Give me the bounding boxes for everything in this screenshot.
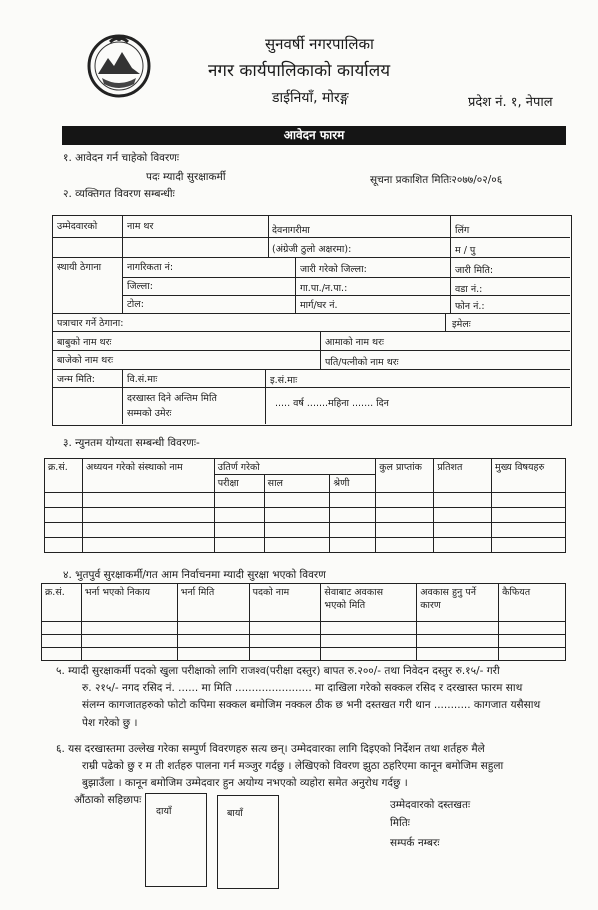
service-header-remarks: कैफियत (499, 584, 566, 622)
post-name: पदः म्यादी सुरक्षाकर्मी (146, 171, 226, 183)
table-row (42, 635, 566, 648)
section6-line2: राम्री पढेको छु र म ती शर्तहरु पालना गर्न मञ्जुर गर्दछु । लेखिएको विवरण झुठा ठहरिएमा कानून बमोजिम सहुला (82, 760, 504, 772)
office-name: नगर कार्यपालिकाको कार्यालय (208, 61, 391, 81)
table-row (45, 523, 566, 538)
date-label: मितिः (390, 817, 410, 829)
qual-subheader-year: साल (264, 475, 330, 493)
section5-line1: ५. म्यादी सुरक्षाकर्मी पदको खुला परीक्षाको लागि राजश्व(परीक्षा दस्तुर) बापत रु.२००/- तथा निवेदन दस्तुर रु.१५/- गरी (56, 665, 500, 677)
section5-line3: संलग्न कागजातहरुको फोटो कपिमा सक्कल बमोजिम नक्कल ठीक छ भनी दस्तखत गरी थान ........... कागजात यसैसाथ (82, 699, 541, 711)
right-thumb-box (145, 793, 207, 887)
candidate-label: उम्मेदवारको (57, 221, 98, 232)
qual-header-subjects: मुख्य विषयहरु (492, 459, 566, 493)
devanagari-label: देवनागरीमा (272, 225, 310, 236)
section3-label: ३. न्युनतम योग्यता सम्बन्धी विवरणः- (63, 437, 200, 449)
vdc-label: गा.पा./न.पा.: (300, 283, 348, 294)
section5-line4: पेश गरेको छु । (82, 717, 138, 729)
issued-date-label: जारी मिति: (455, 265, 494, 276)
contact-label: सम्पर्क नम्बरः (390, 837, 440, 849)
ward-label: वडा नं.: (455, 284, 483, 295)
form-title-bar (62, 126, 566, 145)
gender-label: लिंग (455, 225, 470, 236)
service-header-join-date: भर्ना मिति (177, 584, 249, 622)
service-header-reason: अवकास हुनु पर्ने कारण (417, 584, 499, 622)
table-row (45, 493, 566, 508)
qual-header-total: कुल प्राप्तांक (376, 459, 434, 493)
email-label: इमेलः (452, 319, 471, 330)
office-location: डाईनियाँ, मोरङ्ग (272, 90, 349, 106)
service-header-sn: क्र.सं. (42, 584, 82, 622)
marg-label: मार्ग/घर नं. (300, 300, 338, 311)
dob-label: जन्म मिति: (57, 374, 95, 385)
district-label: जिल्ला: (127, 281, 153, 292)
qual-subheader-exam: परीक्षा (214, 475, 264, 493)
left-thumb-label: बायाँ (227, 808, 243, 819)
phone-label: फोन नं.: (455, 301, 485, 312)
thumbprint-label: औंठाको सहिछापः (74, 794, 142, 806)
qual-subheader-division: श्रेणी (330, 475, 376, 493)
qual-header-sn: क्र.सं. (45, 459, 83, 493)
tole-label: टोल: (127, 299, 144, 310)
municipality-name: सुनवर्षी नगरपालिका (265, 35, 374, 53)
issued-district-label: जारी गरेको जिल्ला: (300, 264, 367, 275)
service-table (41, 583, 566, 661)
name-label: नाम थर (127, 221, 154, 232)
section5-line2: रु. २१५/- नगद रसिद नं. ...... मा मिति ....................... मा दाखिला गरेको सक्कल रसिद र दरखास्त फारम साथ (82, 682, 523, 694)
permanent-address-label: स्थायी ठेगाना (57, 262, 102, 273)
age-format: ..... वर्ष .......महिना ....... दिन (275, 398, 389, 409)
section4-label: ४. भुतपुर्व सुरक्षाकर्मी/गत आम निर्वाचनमा म्यादी सुरक्षा भएको विवरण (63, 569, 326, 581)
service-header-post: पदको नाम (249, 584, 321, 622)
section1-label: १. आवेदन गर्न चाहेको विवरणः (63, 152, 180, 164)
table-row (42, 648, 566, 661)
qual-header-institution: अध्ययन गरेको संस्थाको नाम (82, 459, 214, 493)
table-row (42, 622, 566, 635)
age-label-line1: दरखास्त दिने अन्तिम मिति (127, 393, 217, 404)
spouse-label: पति/पत्नीको नाम थरः (325, 357, 399, 368)
section6-line3: बुझाउँला । कानून बमोजिम उम्मेदवार हुन अयोग्य नभएको व्यहोरा समेत अनुरोध गर्दछु । (82, 777, 408, 789)
qual-header-percent: प्रतिशत (434, 459, 492, 493)
signature-label: उम्मेदवारको दस्तखतः (390, 799, 471, 811)
age-label-line2: सम्मको उमेरः (127, 408, 172, 419)
grandfather-label: बाजेको नाम थरः (57, 355, 114, 366)
english-label: (अंग्रेजी ठुलो अक्षरमा): (272, 244, 352, 255)
nepal-emblem-logo (84, 30, 154, 100)
province: प्रदेश नं. १, नेपाल (468, 95, 553, 110)
gender-options: म / पु (455, 245, 476, 256)
notice-date: सूचना प्रकाशित मितिः२०७७/०२/०६ (370, 174, 503, 186)
mother-label: आमाको नाम थरः (325, 337, 384, 348)
section6-line1: ६. यस दरखास्तमा उल्लेख गरेका सम्पुर्ण विवरणहरु सत्य छन्। उम्मेदवारका लागि दिइएको निर्देशन तथा शर्तहरु मैले (56, 743, 485, 755)
service-header-agency: भर्ना भएको निकाय (81, 584, 177, 622)
ad-label: इ.सं.माः (270, 375, 298, 386)
table-row (45, 508, 566, 523)
section2-label: २. व्यक्तिगत विवरण सम्बन्धीः (63, 188, 175, 200)
form-title: आवेदन फारम (283, 128, 345, 142)
qual-header-passed: उतिर्ण गरेको (214, 459, 375, 475)
bs-label: वि.सं.माः (127, 374, 158, 385)
qualification-table (44, 458, 566, 553)
service-header-retire-date: सेवाबाट अवकास भएको मिति (321, 584, 417, 622)
citizenship-label: नागरिकता नं: (127, 262, 174, 273)
father-label: बाबुको नाम थरः (57, 337, 112, 348)
mailing-address-label: पत्राचार गर्ने ठेगाना: (57, 318, 124, 329)
table-row (45, 538, 566, 553)
right-thumb-label: दायाँ (156, 806, 172, 817)
